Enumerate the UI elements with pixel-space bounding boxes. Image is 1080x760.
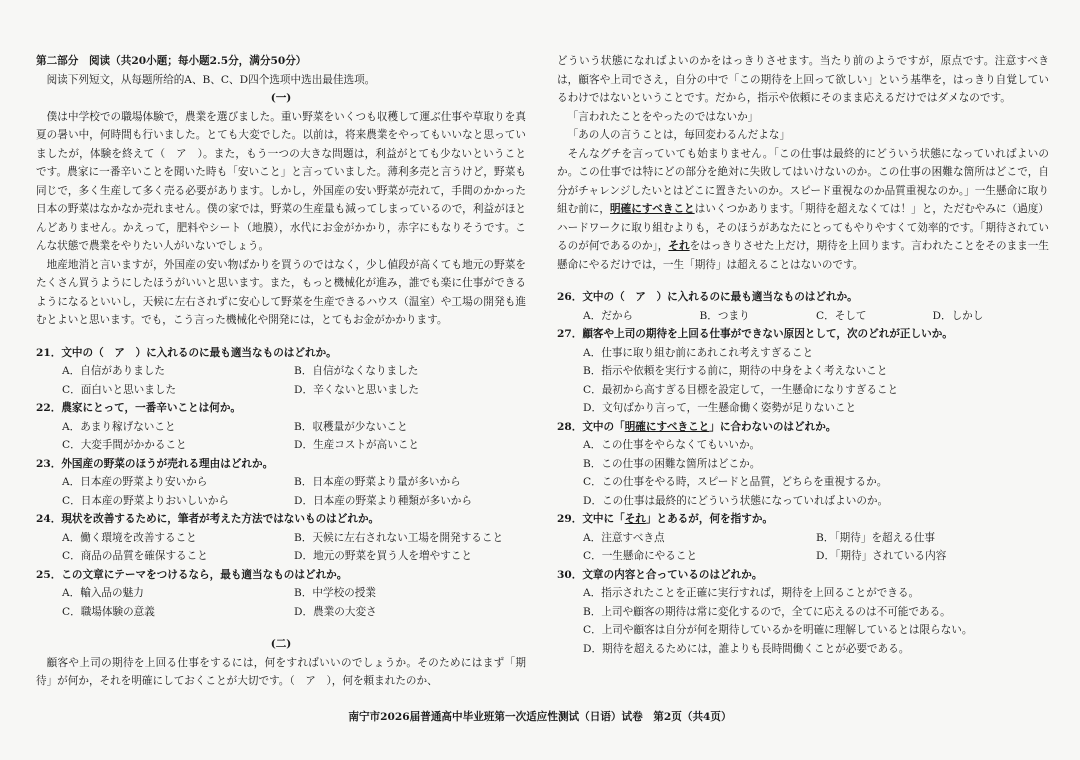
text-run: 28．文中の「 [557, 420, 625, 433]
option: B．中学校の授業 [294, 587, 376, 599]
option: A．指示されたことを正確に実行すれば，期待を上回ることができる。 [583, 587, 920, 599]
quote-1: 「言われたことをやったのではないか」 [567, 110, 759, 123]
question-22-options [36, 418, 526, 455]
question-29-highlight: それ [624, 513, 646, 525]
question-27-options [557, 344, 1049, 418]
text-run: 29．文中に「 [557, 513, 625, 525]
question-23-options [36, 473, 526, 510]
option: D．地元の野菜を買う人を増やすこと [294, 550, 472, 562]
section-number-1: (一) [270, 92, 292, 104]
question-30-options [557, 584, 1049, 658]
left-column [36, 52, 526, 691]
option: B．指示や依頼を実行する前に，期待の中身をよく考えないこと [583, 365, 888, 377]
question-24: 24．現状を改善するために，筆者が考えた方法ではないものはどれか。 [36, 513, 380, 525]
question-21: 21．文中の（ ア ）に入れるのに最も適当なものはどれか。 [36, 346, 337, 359]
option: C．大変手間がかかること [62, 439, 187, 451]
option: D．「期待」されている内容 [816, 550, 947, 562]
option: D．辛くないと思いました [294, 383, 420, 396]
option: A．仕事に取り組む前にあれこれ考えすぎること [583, 346, 814, 359]
option: C．そして [816, 309, 867, 322]
option: D．文句ばかり言って，一生懸命働く姿勢が足りないこと [583, 402, 857, 414]
text-run: 」とあるが，何を指すか。 [645, 513, 774, 525]
underlined-phrase-2: それ [668, 240, 690, 252]
passage-2-paragraph-1: 顧客や上司の期待を上回る仕事をするには，何をすればいいのでしょうか。そのためにはまず「期待」が何か，それを明確にしておくことが大切です。（ ア ），何を頼まれたのか、 [36, 656, 526, 687]
option: A．自信がありました [62, 365, 165, 377]
option: B．「期待」を超える仕事 [816, 531, 936, 544]
option: C．面白いと思いました [62, 383, 177, 396]
question-24-options [36, 529, 526, 566]
option: D．農業の大変さ [294, 605, 377, 618]
page-footer: 南宁市2026届普通高中毕业班第一次适应性测试（日语）试卷 第2页（共4页） [348, 711, 732, 723]
option: B．上司や顧客の期待は常に変化するので，全てに応えるのは不可能である。 [583, 605, 951, 618]
option: B．天候に左右されない工場を開発すること [294, 531, 504, 544]
question-23: 23．外国産の野菜のほうが売れる理由はどれか。 [36, 457, 274, 470]
question-25: 25．この文章にテーマをつけるなら，最も適当なものはどれか。 [36, 568, 348, 581]
question-28-highlight: 明確にすべきこと [624, 420, 710, 433]
option: B．この仕事の困難な箇所はどこか。 [583, 457, 761, 470]
underlined-phrase-1: 明確にすべきこと [610, 203, 695, 215]
option: A．輸入品の魅力 [62, 587, 144, 599]
option: A．日本産の野菜より安いから [62, 476, 208, 488]
option: B．自信がなくなりました [294, 365, 419, 377]
question-28 [557, 418, 1049, 437]
option: B．日本産の野菜より量が多いから [294, 476, 461, 488]
option: C．最初から高すぎる目標を設定して，一生懸命になりすぎること [583, 383, 899, 396]
option: D．この仕事は最終的にどういう状態になっていればよいのか。 [583, 494, 889, 507]
text-run: 」に合わないのはどれか。 [709, 420, 837, 433]
text-run: をはっきりさせた上だけ，期待を上回ります。言われたことをそのまま一生懸命にやるだけでは，一生「期待」は超えることはないのです。 [557, 240, 1049, 271]
option: B．つまり [699, 309, 750, 322]
option: A．この仕事をやらなくてもいいか。 [583, 439, 761, 451]
option: B．収穫量が少ないこと [294, 420, 408, 433]
question-21-options [36, 362, 526, 399]
option: D．生産コストが高いこと [294, 439, 420, 451]
option: D．日本産の野菜より種類が多いから [294, 494, 472, 507]
text-run: はいくつかあります。「期待を超えなくては！」と，ただむやみに（過度）ハードワークに取り組むよりも，そのほうがあなたにとってもやりやすくて効率的です。「期待されているのが何であるのか」， [557, 203, 1050, 252]
option: A．働く環境を改善すること [62, 531, 197, 544]
option: C．商品の品質を確保すること [62, 550, 208, 562]
quote-2: 「あの人の言うことは，毎回変わるんだよな」 [567, 129, 791, 141]
option: C．一生懸命にやること [583, 550, 698, 562]
question-29-options [557, 529, 1049, 566]
question-22: 22．農家にとって，一番辛いことは何か。 [36, 402, 242, 414]
question-29 [557, 510, 1049, 529]
instruction: 阅读下列短文，从每题所给的A、B、C、D四个选项中选出最佳选项。 [46, 73, 376, 86]
part-heading: 第二部分 阅读（共20小题；每小题2.5分，满分50分） [36, 55, 307, 67]
option: A．注意すべき点 [583, 531, 665, 544]
option: C．上司や顧客は自分が何を期待しているかを明確に理解しているとは限らない。 [583, 624, 973, 636]
passage-1-paragraph-1: 僕は中学校での職場体験で，農業を選びました。重い野菜をいくつも収穫して運ぶ仕事や草取りを真夏の暑い中，何時間も行いました。とても大変でした。以前は，将来農業をやってもいいなと思っていましたが，体験を終えて（ ア ）。また，もう一つの大きな問題は，利益がとても少ないということです。農家に一番辛いことを聞いた時も「安いこと」と言っていました。薄利多売と言うけど，野菜も同じで，多く生産して多く売る必要があります。しかし，外国産の安い野菜が売れて，手間のかかった日本の野菜はなかなか売れません。僕の家では，野菜の生産量も減ってしまっているので，利益がほとんどありません。かえって，肥料やシート（地膜），水代にお金がかかり，赤字にもなりそうです。こんな状態で農業をやりたい人がいないでしょう。 [36, 110, 526, 252]
option: C．職場体験の意義 [62, 605, 155, 618]
question-25-options [36, 584, 526, 621]
option: A．だから [583, 309, 634, 322]
option: D．しかし [932, 309, 984, 322]
option: C．この仕事をやる時，スピードと品質，どちらを重視するか。 [583, 476, 888, 488]
option: C．日本産の野菜よりおいしいから [62, 494, 230, 507]
right-column [557, 52, 1049, 658]
passage-2-paragraph-2: どういう状態になればよいのかをはっきりさせます。当たり前のようですが，原点です。注意すべきは，顧客や上司でさえ，自分の中で「この期待を上回って欲しい」という基準を，はっきり自覚しているわけではないということです。だから，指示や依頼にそのまま応えるだけではダメなのです。 [557, 55, 1049, 104]
question-27: 27．顧客や上司の期待を上回る仕事ができない原因として，次のどれが正しいか。 [557, 328, 953, 340]
passage-1-paragraph-2: 地産地消と言いますが，外国産の安い物ばかりを買うのではなく，少し値段が高くても地元の野菜をたくさん買うようにしたほうがいいと思います。また，もっと機械化が進み，誰でも楽に仕事ができるようになるといいし，天候に左右されずに安心して野菜を生産できるハウス（温室）や工場の開発も進むとよいと思います。でも，こう言った機械化や開発には，とてもお金がかかります。 [36, 258, 526, 326]
option: A．あまり稼げないこと [62, 420, 176, 433]
passage-2-paragraph-3 [557, 145, 1049, 275]
question-28-options [557, 436, 1049, 510]
section-number-2: (二) [270, 638, 292, 650]
option: D．期待を超えるためには，誰よりも長時間働くことが必要である。 [583, 642, 910, 655]
question-30: 30．文章の内容と合っているのはどれか。 [557, 568, 763, 581]
question-26: 26．文中の（ ア ）に入れるのに最も適当なものはどれか。 [557, 291, 858, 303]
text-run: そんなグチを言っていても始まりません。「この仕事は最終的にどういう状態になっていればよいのか。この仕事では特にどの部分を絶対に失敗してはいけないのか。この仕事の困難な箇所はどこで，自分がチャレンジしたいとはどこに置きたいのか。スピード重視なのか品質重視なのか。」一生懸命に取り組む前に， [557, 147, 1049, 215]
question-26-options [557, 307, 1049, 326]
